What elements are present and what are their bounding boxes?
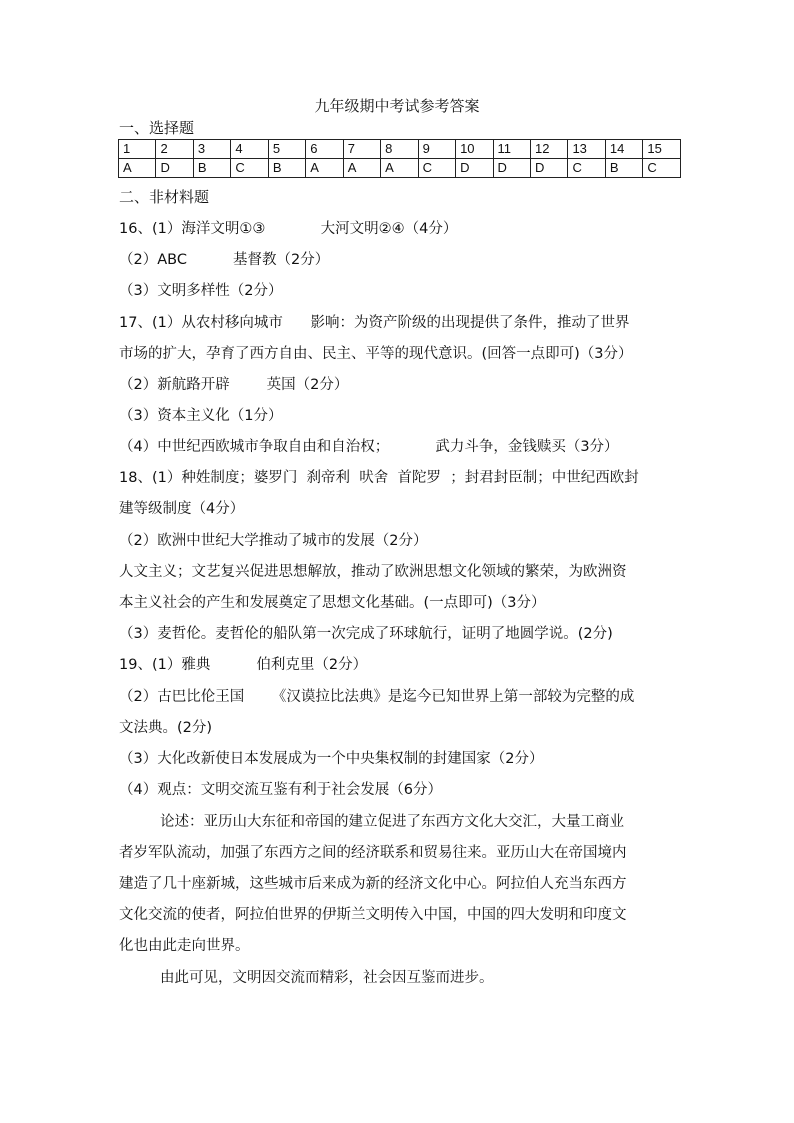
answer-line: 化也由此走向世界。 (119, 938, 250, 954)
answer-table (118, 139, 681, 178)
table-cell: D (456, 159, 493, 178)
answer-line: （4）中世纪西欧城市争取自由和自治权； 武力斗争，金钱赎买（3分） (119, 439, 619, 455)
table-row-numbers (119, 140, 681, 159)
answer-line: （2）古巴比伦王国 《汉谟拉比法典》是迄今已知世界上第一部较为完整的成 (119, 689, 635, 705)
answer-line: 文化交流的使者，阿拉伯世界的伊斯兰文明传入中国，中国的四大发明和印度文 (119, 907, 627, 923)
table-cell: 9 (418, 140, 455, 159)
table-cell: 6 (306, 140, 343, 159)
table-cell: 15 (643, 140, 681, 159)
answer-line: 者岁军队流动，加强了东西方之间的经济联系和贸易往来。亚历山大在帝国境内 (119, 845, 627, 861)
answer-line: （3）文明多样性（2分） (119, 283, 283, 299)
table-cell: 5 (268, 140, 305, 159)
table-cell: 1 (119, 140, 156, 159)
document-title: 九年级期中考试参考答案 (314, 97, 480, 115)
table-cell: A (306, 159, 343, 178)
table-cell: A (343, 159, 380, 178)
table-cell: C (418, 159, 455, 178)
answer-line: 建等级制度（4分） (119, 501, 245, 517)
table-cell: D (530, 159, 567, 178)
answer-line: 建造了几十座新城，这些城市后来成为新的经济文化中心。阿拉伯人充当东西方 (119, 876, 627, 892)
section-heading-choice: 一、选择题 (119, 119, 195, 137)
table-cell: 3 (193, 140, 230, 159)
answer-line: 论述：亚历山大东征和帝国的建立促进了东西方文化大交汇，大量工商业 (160, 814, 624, 830)
table-cell: C (643, 159, 681, 178)
table-cell: B (193, 159, 230, 178)
table-cell: 7 (343, 140, 380, 159)
section-heading-nonmaterial: 二、非材料题 (119, 188, 210, 206)
answer-line: 19、(1）雅典 伯利克里（2分） (119, 657, 368, 673)
answer-line: 由此可见，文明因交流而精彩，社会因互鉴而进步。 (160, 970, 494, 986)
table-cell: B (268, 159, 305, 178)
answer-line: 市场的扩大，孕育了西方自由、民主、平等的现代意识。(回答一点即可)（3分） (119, 346, 633, 362)
table-cell: 4 (231, 140, 268, 159)
answer-line: （4）观点：文明交流互鉴有利于社会发展（6分） (119, 782, 442, 798)
answer-line: （3）麦哲伦。麦哲伦的船队第一次完成了环球航行，证明了地圆学说。(2分) (119, 626, 613, 642)
answer-line: 17、(1）从农村移向城市 影响：为资产阶级的出现提供了条件，推动了世界 (119, 315, 630, 331)
answer-line: （2）ABC 基督教（2分） (119, 252, 330, 268)
table-cell: 13 (568, 140, 605, 159)
table-cell: 11 (493, 140, 530, 159)
table-cell: C (568, 159, 605, 178)
answer-line: （3）资本主义化（1分） (119, 408, 283, 424)
answer-line: （2）欧洲中世纪大学推动了城市的发展（2分） (119, 533, 428, 549)
table-cell: 2 (156, 140, 193, 159)
answer-line: 人文主义；文艺复兴促进思想解放，推动了欧洲思想文化领域的繁荣，为欧洲资 (119, 564, 627, 580)
table-row-answers (119, 159, 681, 178)
table-cell: C (231, 159, 268, 178)
table-cell: 14 (605, 140, 642, 159)
table-cell: 10 (456, 140, 493, 159)
answer-line: 16、(1）海洋文明①③ 大河文明②④（4分） (119, 221, 458, 237)
answer-line: 文法典。(2分) (119, 720, 213, 736)
table-cell: 12 (530, 140, 567, 159)
table-cell: A (381, 159, 418, 178)
table-cell: A (119, 159, 156, 178)
table-cell: B (605, 159, 642, 178)
table-cell: 8 (381, 140, 418, 159)
answer-line: 本主义社会的产生和发展奠定了思想文化基础。(一点即可)（3分） (119, 595, 546, 611)
answer-line: （2）新航路开辟 英国（2分） (119, 377, 349, 393)
table-cell: D (493, 159, 530, 178)
answer-line: 18、(1）种姓制度；婆罗门 刹帝利 吠舍 首陀罗 ；封君封臣制；中世纪西欧封 (119, 470, 639, 486)
table-cell: D (156, 159, 193, 178)
answer-line: （3）大化改新使日本发展成为一个中央集权制的封建国家（2分） (119, 751, 544, 767)
